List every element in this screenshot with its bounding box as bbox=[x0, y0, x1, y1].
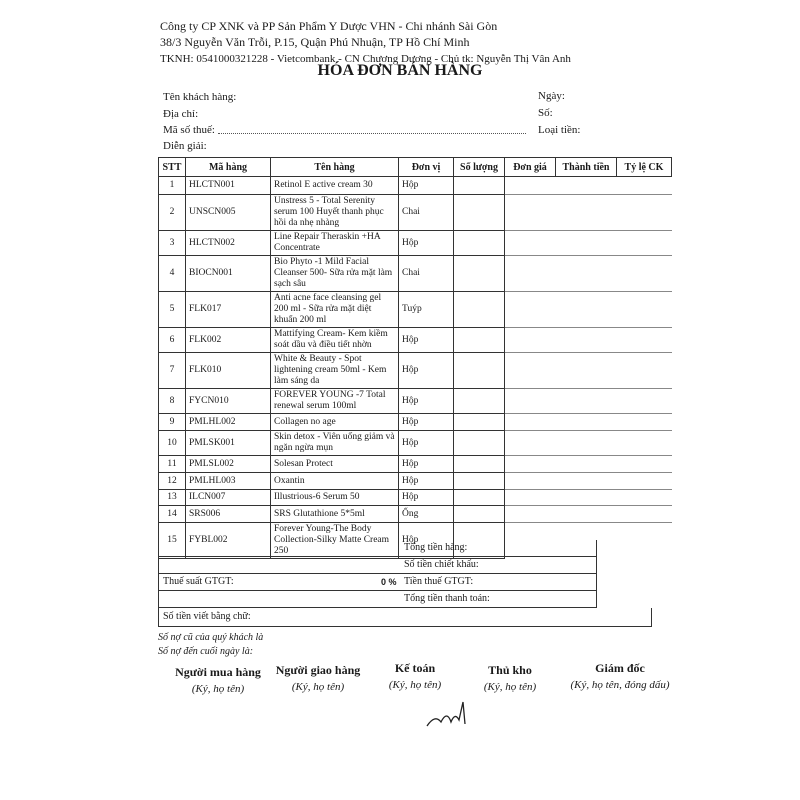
row-empty-cell bbox=[556, 292, 617, 328]
row-name: Bio Phyto -1 Mild Facial Cleanser 500- Sữa rửa mặt làm sạch sâu bbox=[271, 256, 399, 292]
table-row bbox=[159, 292, 672, 328]
row-unit: Hộp bbox=[399, 523, 454, 559]
row-unit: Chai bbox=[399, 256, 454, 292]
discount-row bbox=[158, 557, 597, 574]
row-unit: Hộp bbox=[399, 328, 454, 353]
row-unit: Hộp bbox=[399, 456, 454, 473]
row-name: Oxantin bbox=[271, 473, 399, 490]
row-code: HLCTN002 bbox=[186, 231, 271, 256]
row-empty-cell bbox=[556, 456, 617, 473]
row-name: Unstress 5 - Total Serenity serum 100 Huyết thanh phục hồi da nhẹ nhàng bbox=[271, 195, 399, 231]
row-name: Skin detox - Viên uống giảm và ngăn ngừa mụn bbox=[271, 431, 399, 456]
table-row bbox=[159, 256, 672, 292]
bank-info: TKNH: 0541000321228 - Vietcombank - CN Chương Dương - Chủ tk: Nguyễn Thị Vân Anh bbox=[160, 53, 571, 65]
row-qty bbox=[454, 328, 505, 353]
row-empty-cell bbox=[556, 414, 617, 431]
col-price: Đơn giá bbox=[505, 158, 556, 177]
row-empty-cell bbox=[556, 431, 617, 456]
row-stt: 11 bbox=[159, 456, 186, 473]
row-code: FYCN010 bbox=[186, 389, 271, 414]
row-empty-cell bbox=[556, 490, 617, 506]
signature-deliverer: Người giao hàng (Ký, họ tên) bbox=[275, 663, 361, 693]
tax-code-label: Mã số thuế: bbox=[163, 124, 215, 136]
signature-buyer: Người mua hàng (Ký, họ tên) bbox=[175, 665, 261, 695]
row-qty bbox=[454, 256, 505, 292]
address-label: Địa chỉ: bbox=[163, 108, 199, 120]
row-unit: Hộp bbox=[399, 389, 454, 414]
row-empty-cell bbox=[617, 256, 672, 292]
row-code: PMLSL002 bbox=[186, 456, 271, 473]
row-unit: Chai bbox=[399, 195, 454, 231]
company-address: 38/3 Nguyễn Văn Trỗi, P.15, Quận Phú Nhuận, TP Hồ Chí Minh bbox=[160, 35, 470, 49]
row-name: Solesan Protect bbox=[271, 456, 399, 473]
row-qty bbox=[454, 456, 505, 473]
col-discount: Tỷ lệ CK bbox=[617, 158, 672, 177]
row-empty-cell bbox=[505, 490, 556, 506]
col-qty: Số lượng bbox=[454, 158, 505, 177]
row-stt: 1 bbox=[159, 177, 186, 195]
row-code: FLK002 bbox=[186, 328, 271, 353]
goods-total-label: Tổng tiền hàng: bbox=[404, 542, 468, 553]
row-stt: 9 bbox=[159, 414, 186, 431]
table-row bbox=[159, 456, 672, 473]
row-empty-cell bbox=[505, 177, 556, 195]
row-qty bbox=[454, 389, 505, 414]
date-label: Ngày: bbox=[538, 90, 565, 102]
row-name: Retinol E active cream 30 bbox=[271, 177, 399, 195]
row-code: PMLHL003 bbox=[186, 473, 271, 490]
table-row bbox=[159, 195, 672, 231]
row-name: Forever Young-The Body Collection-Silky Matte Cream 250 bbox=[271, 523, 399, 559]
row-qty bbox=[454, 231, 505, 256]
row-name: SRS Glutathione 5*5ml bbox=[271, 506, 399, 523]
in-words-label: Số tiền viết bằng chữ: bbox=[163, 611, 251, 622]
row-empty-cell bbox=[617, 456, 672, 473]
row-empty-cell bbox=[556, 256, 617, 292]
row-unit: Ống bbox=[399, 506, 454, 523]
row-empty-cell bbox=[556, 195, 617, 231]
row-stt: 14 bbox=[159, 506, 186, 523]
row-name: Illustrious-6 Serum 50 bbox=[271, 490, 399, 506]
col-amount: Thành tiền bbox=[556, 158, 617, 177]
row-stt: 6 bbox=[159, 328, 186, 353]
row-code: PMLSK001 bbox=[186, 431, 271, 456]
row-empty-cell bbox=[505, 414, 556, 431]
row-stt: 10 bbox=[159, 431, 186, 456]
row-stt: 3 bbox=[159, 231, 186, 256]
row-empty-cell bbox=[505, 292, 556, 328]
handwritten-signature bbox=[425, 700, 485, 730]
col-unit: Đơn vị bbox=[399, 158, 454, 177]
in-words-row bbox=[158, 608, 652, 627]
row-name: Collagen no age bbox=[271, 414, 399, 431]
row-empty-cell bbox=[505, 256, 556, 292]
number-label: Số: bbox=[538, 107, 553, 119]
row-stt: 12 bbox=[159, 473, 186, 490]
currency-label: Loại tiền: bbox=[538, 124, 581, 136]
row-code: FLK010 bbox=[186, 353, 271, 389]
vat-rate-label: Thuế suất GTGT: bbox=[163, 576, 234, 587]
row-empty-cell bbox=[505, 389, 556, 414]
table-row bbox=[159, 389, 672, 414]
row-qty bbox=[454, 473, 505, 490]
row-empty-cell bbox=[617, 389, 672, 414]
row-empty-cell bbox=[556, 328, 617, 353]
row-qty bbox=[454, 431, 505, 456]
row-unit: Hộp bbox=[399, 231, 454, 256]
row-unit: Hộp bbox=[399, 431, 454, 456]
row-empty-cell bbox=[617, 231, 672, 256]
table-row bbox=[159, 328, 672, 353]
row-code: FLK017 bbox=[186, 292, 271, 328]
col-code: Mã hàng bbox=[186, 158, 271, 177]
row-empty-cell bbox=[505, 456, 556, 473]
page-title: HÓA ĐƠN BÁN HÀNG bbox=[317, 62, 483, 79]
row-name: FOREVER YOUNG -7 Total renewal serum 100ml bbox=[271, 389, 399, 414]
col-name: Tên hàng bbox=[271, 158, 399, 177]
row-empty-cell bbox=[617, 490, 672, 506]
row-empty-cell bbox=[505, 328, 556, 353]
row-empty-cell bbox=[505, 473, 556, 490]
row-name: Anti acne face cleansing gel 200 ml - Sữa rửa mặt diệt khuẩn 200 ml bbox=[271, 292, 399, 328]
grand-total-row bbox=[158, 591, 597, 608]
note-label: Diễn giải: bbox=[163, 140, 207, 152]
vat-row bbox=[158, 574, 597, 591]
customer-label: Tên khách hàng: bbox=[163, 91, 237, 103]
row-empty-cell bbox=[617, 328, 672, 353]
row-qty bbox=[454, 414, 505, 431]
row-code: ILCN007 bbox=[186, 490, 271, 506]
row-qty bbox=[454, 506, 505, 523]
col-stt: STT bbox=[159, 158, 186, 177]
row-code: SRS006 bbox=[186, 506, 271, 523]
signature-storekeeper: Thủ kho (Ký, họ tên) bbox=[483, 663, 537, 693]
grand-total-label: Tổng tiền thanh toán: bbox=[404, 593, 490, 604]
tax-code-line bbox=[218, 133, 526, 134]
row-empty-cell bbox=[505, 231, 556, 256]
table-row bbox=[159, 414, 672, 431]
row-qty bbox=[454, 292, 505, 328]
row-empty-cell bbox=[556, 353, 617, 389]
row-empty-cell bbox=[617, 473, 672, 490]
row-qty bbox=[454, 195, 505, 231]
row-unit: Hộp bbox=[399, 177, 454, 195]
row-unit: Hộp bbox=[399, 414, 454, 431]
row-empty-cell bbox=[556, 506, 617, 523]
table-row bbox=[159, 177, 672, 195]
row-empty-cell bbox=[617, 177, 672, 195]
row-stt: 2 bbox=[159, 195, 186, 231]
row-empty-cell bbox=[556, 177, 617, 195]
row-empty-cell bbox=[617, 195, 672, 231]
row-code: BIOCN001 bbox=[186, 256, 271, 292]
row-qty bbox=[454, 490, 505, 506]
vat-amount-label: Tiền thuế GTGT: bbox=[404, 576, 474, 587]
items-table bbox=[158, 157, 672, 559]
row-code: HLCTN001 bbox=[186, 177, 271, 195]
row-empty-cell bbox=[617, 431, 672, 456]
row-empty-cell bbox=[617, 292, 672, 328]
row-empty-cell bbox=[556, 473, 617, 490]
row-unit: Hộp bbox=[399, 490, 454, 506]
table-row bbox=[159, 473, 672, 490]
row-empty-cell bbox=[505, 431, 556, 456]
row-empty-cell bbox=[617, 353, 672, 389]
row-empty-cell bbox=[617, 523, 672, 559]
row-empty-cell bbox=[617, 506, 672, 523]
row-stt: 4 bbox=[159, 256, 186, 292]
row-qty bbox=[454, 177, 505, 195]
row-code: FYBL002 bbox=[186, 523, 271, 559]
row-stt: 15 bbox=[159, 523, 186, 559]
row-empty-cell bbox=[617, 414, 672, 431]
vat-rate: 0 % bbox=[381, 577, 397, 587]
row-unit: Tuýp bbox=[399, 292, 454, 328]
row-name: Mattifying Cream- Kem kiềm soát dầu và điều tiết nhờn bbox=[271, 328, 399, 353]
end-debt: Số nợ đến cuối ngày là: bbox=[158, 646, 254, 657]
row-empty-cell bbox=[556, 389, 617, 414]
signature-director: Giám đốc (Ký, họ tên, đóng dấu) bbox=[570, 661, 670, 691]
old-debt: Số nợ cũ của quý khách là bbox=[158, 632, 264, 643]
row-empty-cell bbox=[556, 231, 617, 256]
row-name: White & Beauty - Spot lightening cream 50ml - Kem làm sáng da bbox=[271, 353, 399, 389]
row-empty-cell bbox=[505, 353, 556, 389]
signature-accountant: Kế toán (Ký, họ tên) bbox=[388, 661, 442, 691]
row-code: UNSCN005 bbox=[186, 195, 271, 231]
row-empty-cell bbox=[505, 506, 556, 523]
row-stt: 13 bbox=[159, 490, 186, 506]
row-stt: 7 bbox=[159, 353, 186, 389]
table-row bbox=[159, 431, 672, 456]
table-row bbox=[159, 231, 672, 256]
row-unit: Hộp bbox=[399, 473, 454, 490]
row-unit: Hộp bbox=[399, 353, 454, 389]
table-row bbox=[159, 490, 672, 506]
company-name: Công ty CP XNK và PP Sản Phẩm Y Dược VHN - Chi nhánh Sài Gòn bbox=[160, 19, 498, 33]
row-code: PMLHL002 bbox=[186, 414, 271, 431]
table-row bbox=[159, 506, 672, 523]
table-row bbox=[159, 353, 672, 389]
row-stt: 5 bbox=[159, 292, 186, 328]
discount-label: Số tiền chiết khấu: bbox=[404, 559, 479, 570]
row-empty-cell bbox=[505, 195, 556, 231]
goods-total-row bbox=[158, 540, 597, 557]
table-header bbox=[159, 158, 672, 177]
row-stt: 8 bbox=[159, 389, 186, 414]
row-name: Line Repair Theraskin +HA Concentrate bbox=[271, 231, 399, 256]
row-qty bbox=[454, 353, 505, 389]
